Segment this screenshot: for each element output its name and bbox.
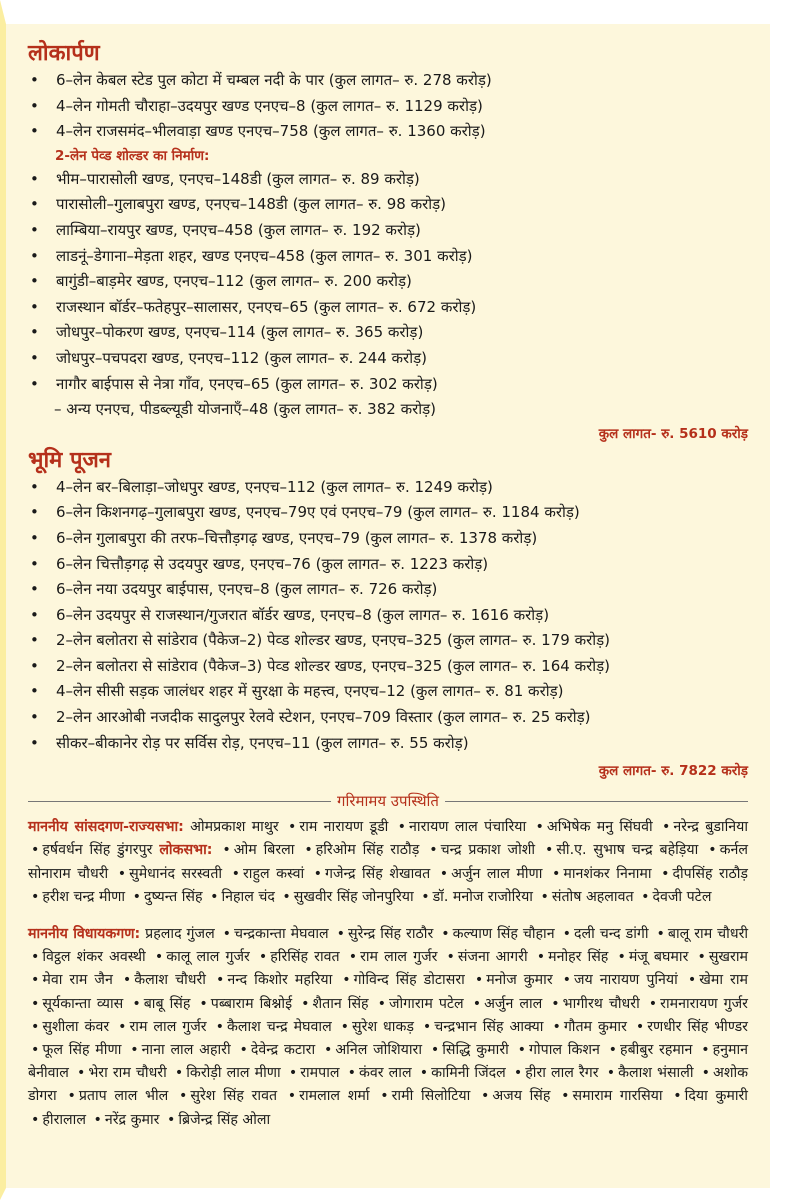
bullet-icon: • bbox=[342, 972, 351, 989]
list-item bbox=[28, 68, 748, 94]
bullet-icon: • bbox=[30, 503, 39, 522]
list-item bbox=[28, 628, 748, 654]
bullet-icon: • bbox=[347, 1065, 356, 1082]
member-name: भेरा राम चौधरी bbox=[88, 1065, 167, 1082]
mps-paragraph bbox=[28, 816, 748, 909]
bullet-icon: • bbox=[348, 949, 358, 966]
foundation-heading: भूमि पूजन bbox=[28, 447, 112, 473]
member-name: ओम बिरला bbox=[233, 842, 295, 859]
mlas-paragraph bbox=[28, 923, 748, 1132]
bullet-icon: • bbox=[397, 819, 407, 836]
bullet-icon: • bbox=[30, 708, 39, 727]
member-name: दिया कुमारी bbox=[684, 1088, 748, 1105]
bullet-icon: • bbox=[117, 865, 127, 882]
list-item-text: 4–लेन गोमती चौराहा–उदयपुर खण्ड एनएच–8 (कुल लागत– रु. 1129 करोड़) bbox=[56, 96, 483, 115]
bullet-icon: • bbox=[641, 888, 650, 905]
list-item bbox=[28, 654, 748, 680]
list-item bbox=[28, 577, 748, 603]
bullet-icon: • bbox=[30, 656, 39, 675]
member-name: कंवर लाल bbox=[359, 1065, 412, 1082]
list-item-text: लाम्बिया–रायपुर खण्ड, एनएच–458 (कुल लागत– रु. 192 करोड़) bbox=[56, 220, 421, 239]
member-name: कैलाश चन्द्र मेघवाल bbox=[226, 1018, 332, 1035]
bullet-icon: • bbox=[422, 1018, 432, 1035]
list-item-text: 4–लेन बर–बिलाड़ा–जोधपुर खण्ड, एनएच–112 (कुल लागत– रु. 1249 करोड़) bbox=[56, 477, 493, 496]
member-name: हबीबुर रहमान bbox=[620, 1042, 693, 1059]
bullet-icon: • bbox=[617, 949, 626, 966]
member-name: अनिल जोशियारा bbox=[335, 1042, 423, 1059]
bullet-icon: • bbox=[701, 1065, 710, 1082]
content bbox=[28, 40, 748, 1132]
list-item bbox=[28, 346, 748, 372]
bullet-icon: • bbox=[30, 96, 39, 115]
bullet-icon: • bbox=[608, 1042, 618, 1059]
bullet-icon: • bbox=[30, 195, 39, 214]
list-item bbox=[28, 167, 748, 193]
bullet-icon: • bbox=[30, 323, 39, 342]
foundation-total: कुल लागत- रु. 7822 करोड़ bbox=[598, 763, 748, 780]
inauguration-total: कुल लागत- रु. 5610 करोड़ bbox=[598, 425, 748, 442]
member-name: रामी सिलोटिया bbox=[391, 1088, 471, 1105]
bullet-icon: • bbox=[30, 528, 39, 547]
member-name: विट्ठल शंकर अवस्थी bbox=[42, 949, 146, 966]
member-name: नन्द किशोर महरिया bbox=[227, 972, 333, 989]
bullet-icon: • bbox=[31, 949, 40, 966]
member-name: अशोक डोगरा bbox=[28, 1065, 749, 1105]
foundation-list bbox=[28, 475, 748, 757]
list-item bbox=[28, 244, 748, 270]
member-name: रणधीर सिंह भीण्डर bbox=[647, 1018, 748, 1035]
member-name: संतोष अहलावत bbox=[551, 888, 634, 905]
bullet-icon: • bbox=[429, 842, 438, 859]
list-item-text: 6–लेन किशनगढ़–गुलाबपुरा खण्ड, एनएच–79ए एवं एनएच–79 (कुल लागत– रु. 1184 करोड़) bbox=[56, 503, 580, 522]
member-name: राम लाल गुर्जर bbox=[360, 949, 438, 966]
list-item bbox=[28, 320, 748, 346]
member-name: राम नारायण डूडी bbox=[299, 819, 389, 836]
bullet-icon: • bbox=[93, 1111, 102, 1128]
member-name: नाना लाल अहारी bbox=[141, 1042, 231, 1059]
list-item-text: 4–लेन सीसी सड़क जालंधर शहर में सुरक्षा के महत्त्व, एनएच–12 (कुल लागत– रु. 81 करोड़) bbox=[56, 682, 564, 701]
member-name: सुरेश सिंह रावत bbox=[190, 1088, 278, 1105]
bullet-icon: • bbox=[239, 1042, 248, 1059]
member-name: सुमेधानंद सरस्वती bbox=[129, 865, 223, 882]
member-name: अभिषेक मनु सिंघवी bbox=[546, 819, 653, 836]
bullet-icon: • bbox=[673, 1088, 682, 1105]
member-name: हरिओम सिंह राठौड़ bbox=[315, 842, 420, 859]
bullet-icon: • bbox=[31, 972, 40, 989]
list-item-text: भीम–पारासोली खण्ड, एनएच–148डी (कुल लागत– रु. 89 करोड़) bbox=[56, 169, 420, 188]
member-name: बालू राम चौधरी bbox=[667, 926, 749, 943]
member-name: रामपाल bbox=[300, 1065, 340, 1082]
bullet-icon: • bbox=[30, 220, 39, 239]
bullet-icon: • bbox=[606, 1065, 616, 1082]
list-item-text: 2–लेन बलोतरा से सांडेराव (पैकेज–3) पेव्ड शोल्डर खण्ड, एनएच–325 (कुल लागत– रु. 164 करोड़) bbox=[56, 656, 610, 675]
bullet-icon: • bbox=[472, 995, 482, 1012]
bullet-icon: • bbox=[31, 1111, 40, 1128]
member-name: कैलाश चौधरी bbox=[134, 972, 206, 989]
member-name: सी.ए. सुभाष चन्द्र बहेड़िया bbox=[556, 842, 699, 859]
member-name: गोपाल किशन bbox=[528, 1042, 600, 1059]
bullet-icon: • bbox=[30, 246, 39, 265]
bullet-icon: • bbox=[30, 733, 39, 752]
bullet-icon: • bbox=[30, 272, 39, 291]
member-name: सुखवीर सिंह जोनपुरिया bbox=[293, 888, 414, 905]
bullet-icon: • bbox=[513, 1065, 523, 1082]
bullet-icon: • bbox=[258, 949, 268, 966]
member-name: हर्षवर्धन सिंह डुंगरपुर bbox=[42, 842, 153, 859]
bullet-icon: • bbox=[179, 1088, 188, 1105]
member-name: हनुमान बेनीवाल bbox=[28, 1042, 749, 1082]
bullet-icon: • bbox=[122, 972, 132, 989]
list-item-text: 6–लेन गुलाबपुरा की तरफ–चित्तौड़गढ़ खण्ड, एनएच–79 (कुल लागत– रु. 1378 करोड़) bbox=[56, 528, 538, 547]
member-name: ब्रिजेन्द्र सिंह ओला bbox=[178, 1111, 271, 1128]
list-item-text: बागुंडी–बाड़मेर खण्ड, एनएच–112 (कुल लागत– रु. 200 करोड़) bbox=[56, 272, 412, 291]
member-name: अर्जुन लाल मीणा bbox=[451, 865, 543, 882]
list-item-text: 6–लेन केबल स्टेड पुल कोटा में चम्बल नदी के पार (कुल लागत– रु. 278 करोड़) bbox=[56, 71, 492, 89]
list-item-text: पारासोली–गुलाबपुरा खण्ड, एनएच–148डी (कुल लागत– रु. 98 करोड़) bbox=[56, 195, 446, 214]
member-name: अर्जुन लाल bbox=[484, 995, 543, 1012]
member-name: मंजू बघमार bbox=[628, 949, 689, 966]
list-item bbox=[28, 679, 748, 705]
bullet-icon: • bbox=[166, 1111, 176, 1128]
bullet-icon: • bbox=[536, 949, 546, 966]
member-name: खेमा राम bbox=[699, 972, 748, 989]
bullet-icon: • bbox=[215, 1018, 224, 1035]
bullet-icon: • bbox=[540, 888, 549, 905]
bullet-icon: • bbox=[544, 842, 554, 859]
member-name: कल्याण सिंह चौहान bbox=[452, 926, 555, 943]
bullet-icon: • bbox=[701, 1042, 710, 1059]
bullet-icon: • bbox=[67, 1088, 76, 1105]
list-item bbox=[28, 500, 748, 526]
list-item bbox=[28, 295, 748, 321]
member-name: रामनारायण गुर्जर bbox=[660, 995, 748, 1012]
bullet-icon: • bbox=[287, 1088, 297, 1105]
bullet-icon: • bbox=[552, 1018, 561, 1035]
member-name: सिद्धि कुमारी bbox=[442, 1042, 509, 1059]
list-item bbox=[28, 705, 748, 731]
member-name: पब्बाराम बिश्नोई bbox=[210, 995, 293, 1012]
bullet-icon: • bbox=[687, 972, 697, 989]
bullet-icon: • bbox=[118, 1018, 127, 1035]
bullet-icon: • bbox=[30, 374, 39, 393]
member-name: गजेन्द्र सिंह शेखावत bbox=[325, 865, 431, 882]
bullet-icon: • bbox=[535, 819, 544, 836]
rajya-sabha-label: माननीय सांसदगण-राज्यसभा: bbox=[28, 819, 184, 836]
list-item-text: नागौर बाईपास से नेत्रा गाँव, एनएच–65 (कुल लागत– रु. 302 करोड़) bbox=[56, 374, 438, 393]
list-item-text: 4–लेन राजसमंद–भीलवाड़ा खण्ड एनएच–758 (कुल लागत– रु. 1360 करोड़) bbox=[56, 122, 486, 141]
bullet-icon: • bbox=[313, 865, 323, 882]
member-name: चन्द्रकान्ता मेघवाल bbox=[234, 926, 329, 943]
member-name: राम लाल गुर्जर bbox=[129, 1018, 207, 1035]
member-name: नरेंद्र कुमार bbox=[104, 1111, 160, 1128]
list-item-text: जोधपुर–पचपदरा खण्ड, एनएच–112 (कुल लागत– रु. 244 करोड़) bbox=[56, 348, 427, 367]
member-name: जोगाराम पटेल bbox=[388, 995, 464, 1012]
bullet-icon: • bbox=[661, 865, 670, 882]
bullet-icon: • bbox=[30, 122, 39, 141]
member-name: जय नारायण पुनियां bbox=[574, 972, 678, 989]
presence-heading: गरिमामय उपस्थिति bbox=[331, 790, 445, 812]
member-name: अजय सिंह bbox=[492, 1088, 551, 1105]
member-name: रामलाल शर्मा bbox=[299, 1088, 370, 1105]
bullet-icon: • bbox=[210, 888, 219, 905]
bullet-icon: • bbox=[76, 1065, 86, 1082]
list-item-text: राजस्थान बॉर्डर–फतेहपुर–सालासर, एनएच–65 (कुल लागत– रु. 672 करोड़) bbox=[56, 297, 477, 316]
bullet-icon: • bbox=[419, 1065, 429, 1082]
paved-shoulder-subheading: 2-लेन पेव्ड शोल्डर का निर्माण: bbox=[55, 147, 210, 164]
inauguration-list bbox=[28, 68, 748, 145]
member-name: हीरालाल bbox=[42, 1111, 86, 1128]
member-name: देवेन्द्र कटारा bbox=[250, 1042, 316, 1059]
member-name: चन्द्रभान सिंह आक्या bbox=[434, 1018, 544, 1035]
bullet-icon: • bbox=[301, 995, 310, 1012]
list-item bbox=[28, 526, 748, 552]
list-item-text: लाडनूं–डेगाना–मेड़ता शहर, खण्ड एनएच–458 (कुल लागत– रु. 301 करोड़) bbox=[56, 246, 473, 265]
bullet-icon: • bbox=[517, 1042, 526, 1059]
list-item bbox=[28, 94, 748, 120]
bullet-icon: • bbox=[430, 1042, 440, 1059]
list-item-text: 6–लेन नया उदयपुर बाईपास, एनएच–8 (कुल लागत– रु. 726 करोड़) bbox=[56, 580, 438, 599]
member-name: नारायण लाल पंचारिया bbox=[409, 819, 527, 836]
member-name: मनोज कुमार bbox=[486, 972, 553, 989]
inauguration-heading: लोकार्पण bbox=[28, 41, 100, 66]
bullet-icon: • bbox=[635, 1018, 645, 1035]
presence-divider bbox=[28, 790, 748, 812]
bullet-icon: • bbox=[30, 554, 39, 573]
bullet-icon: • bbox=[377, 995, 386, 1012]
member-name: सूर्यकान्ता व्यास bbox=[42, 995, 124, 1012]
bullet-icon: • bbox=[421, 888, 430, 905]
list-item bbox=[28, 603, 748, 629]
member-name: किरोड़ी लाल मीणा bbox=[186, 1065, 281, 1082]
list-item bbox=[28, 475, 748, 501]
list-item-text: 2–लेन आरओबी नजदीक सादुलपुर रेलवे स्टेशन, एनएच–709 विस्तार (कुल लागत– रु. 25 करोड़) bbox=[56, 708, 591, 727]
member-name: कामिनी जिंदल bbox=[431, 1065, 506, 1082]
member-name: सुरेश धाकड़ bbox=[352, 1018, 414, 1035]
bullet-icon: • bbox=[340, 1018, 350, 1035]
member-name: शैतान सिंह bbox=[312, 995, 369, 1012]
member-name: राहुल कस्वां bbox=[243, 865, 305, 882]
bullet-icon: • bbox=[222, 842, 231, 859]
member-name: मेवा राम जैन bbox=[42, 972, 113, 989]
member-name: भागीरथ चौधरी bbox=[562, 995, 640, 1012]
bullet-icon: • bbox=[31, 995, 40, 1012]
bullet-icon: • bbox=[154, 949, 164, 966]
member-name: संजना आगरी bbox=[457, 949, 528, 966]
member-name: फूल सिंह मीणा bbox=[42, 1042, 122, 1059]
bullet-icon: • bbox=[30, 169, 39, 188]
bullet-icon: • bbox=[441, 926, 450, 943]
member-name: दली चन्द डांगी bbox=[573, 926, 649, 943]
bullet-icon: • bbox=[30, 71, 39, 89]
other-projects-line: – अन्य एनएच, पीडब्ल्यूडी योजनाएँ–48 (कुल लागत– रु. 382 करोड़) bbox=[54, 400, 436, 419]
member-name: सुशीला कंवर bbox=[42, 1018, 110, 1035]
member-name: देवजी पटेल bbox=[652, 888, 712, 905]
bullet-icon: • bbox=[30, 631, 39, 650]
member-name: मानशंकर निनामा bbox=[563, 865, 652, 882]
list-item bbox=[28, 119, 748, 145]
bullet-icon: • bbox=[132, 995, 141, 1012]
bullet-icon: • bbox=[282, 888, 291, 905]
member-name: दुष्यन्त सिंह bbox=[143, 888, 203, 905]
list-item bbox=[28, 269, 748, 295]
member-name: हरीश चन्द्र मीणा bbox=[42, 888, 126, 905]
list-item-text: जोधपुर–पोकरण खण्ड, एनएच–114 (कुल लागत– रु. 365 करोड़) bbox=[56, 323, 424, 342]
bullet-icon: • bbox=[708, 842, 717, 859]
member-name: सुखराम bbox=[708, 949, 749, 966]
list-item-text: 2–लेन बलोतरा से सांडेराव (पैकेज–2) पेव्ड शोल्डर खण्ड, एनएच–325 (कुल लागत– रु. 179 करोड़) bbox=[56, 631, 610, 650]
list-item bbox=[28, 372, 748, 398]
bullet-icon: • bbox=[30, 348, 39, 367]
bullet-icon: • bbox=[231, 865, 240, 882]
bullet-icon: • bbox=[323, 1042, 333, 1059]
bullet-icon: • bbox=[304, 842, 313, 859]
bullet-icon: • bbox=[31, 1042, 40, 1059]
bullet-icon: • bbox=[288, 1065, 298, 1082]
member-name: डॉ. मनोज राजोरिया bbox=[432, 888, 533, 905]
bullet-icon: • bbox=[31, 888, 40, 905]
bullet-icon: • bbox=[222, 926, 232, 943]
paved-shoulder-list bbox=[28, 167, 748, 397]
member-name: गोविन्द सिंह डोटासरा bbox=[353, 972, 465, 989]
member-name: कर्नल सोनाराम चौधरी bbox=[28, 842, 748, 882]
bullet-icon: • bbox=[215, 972, 225, 989]
bullet-icon: • bbox=[199, 995, 208, 1012]
list-item-text: 6–लेन चित्तौड़गढ़ से उदयपुर खण्ड, एनएच–76 (कुल लागत– रु. 1223 करोड़) bbox=[56, 554, 489, 573]
member-name: मनोहर सिंह bbox=[548, 949, 609, 966]
lok-sabha-label: लोकसभा: bbox=[159, 842, 213, 859]
member-name: प्रताप लाल भील bbox=[78, 1088, 169, 1105]
bullet-icon: • bbox=[661, 819, 671, 836]
bullet-icon: • bbox=[561, 1088, 570, 1105]
bullet-icon: • bbox=[380, 1088, 389, 1105]
member-name: निहाल चंद bbox=[221, 888, 275, 905]
list-item bbox=[28, 192, 748, 218]
member-name: प्रहलाद गुंजल bbox=[145, 926, 215, 943]
member-name: हीरा लाल रैगर bbox=[525, 1065, 599, 1082]
bullet-icon: • bbox=[30, 605, 39, 624]
bullet-icon: • bbox=[562, 972, 572, 989]
list-item bbox=[28, 552, 748, 578]
bullet-icon: • bbox=[132, 888, 141, 905]
bullet-icon: • bbox=[656, 926, 665, 943]
bullet-icon: • bbox=[562, 926, 571, 943]
bullet-icon: • bbox=[474, 972, 484, 989]
bullet-icon: • bbox=[31, 842, 40, 859]
list-item bbox=[28, 218, 748, 244]
list-item-text: सीकर–बीकानेर रोड़ पर सर्विस रोड़, एनएच–11 (कुल लागत– रु. 55 करोड़) bbox=[56, 733, 469, 752]
member-name: ओमप्रकाश माथुर bbox=[190, 819, 279, 836]
bullet-icon: • bbox=[31, 1018, 40, 1035]
member-name: नरेन्द्र बुडानिया bbox=[673, 819, 749, 836]
member-name: समाराम गारसिया bbox=[572, 1088, 663, 1105]
bullet-icon: • bbox=[336, 926, 346, 943]
member-name: चन्द्र प्रकाश जोशी bbox=[440, 842, 536, 859]
member-name: गौतम कुमार bbox=[563, 1018, 627, 1035]
bullet-icon: • bbox=[480, 1088, 490, 1105]
bullet-icon: • bbox=[30, 297, 39, 316]
member-name: कालू लाल गुर्जर bbox=[166, 949, 250, 966]
list-item-text: 6–लेन उदयपुर से राजस्थान/गुजरात बॉर्डर खण्ड, एनएच–8 (कुल लागत– रु. 1616 करोड़) bbox=[56, 605, 550, 624]
member-name: कैलाश भंसाली bbox=[618, 1065, 694, 1082]
bullet-icon: • bbox=[551, 995, 560, 1012]
mla-label: माननीय विधायकगण: bbox=[28, 926, 141, 943]
bullet-icon: • bbox=[30, 580, 39, 599]
bullet-icon: • bbox=[648, 995, 658, 1012]
member-name: दीपसिंह राठौड़ bbox=[672, 865, 749, 882]
bullet-icon: • bbox=[30, 477, 39, 496]
list-item bbox=[28, 731, 748, 757]
member-name: हरिसिंह रावत bbox=[270, 949, 340, 966]
bullet-icon: • bbox=[130, 1042, 139, 1059]
bullet-icon: • bbox=[288, 819, 297, 836]
bullet-icon: • bbox=[697, 949, 706, 966]
bullet-icon: • bbox=[446, 949, 455, 966]
bullet-icon: • bbox=[439, 865, 449, 882]
bullet-icon: • bbox=[174, 1065, 184, 1082]
member-name: सुरेन्द्र सिंह राठौर bbox=[348, 926, 434, 943]
member-name: बाबू सिंह bbox=[143, 995, 191, 1012]
bullet-icon: • bbox=[30, 682, 39, 701]
bullet-icon: • bbox=[551, 865, 561, 882]
